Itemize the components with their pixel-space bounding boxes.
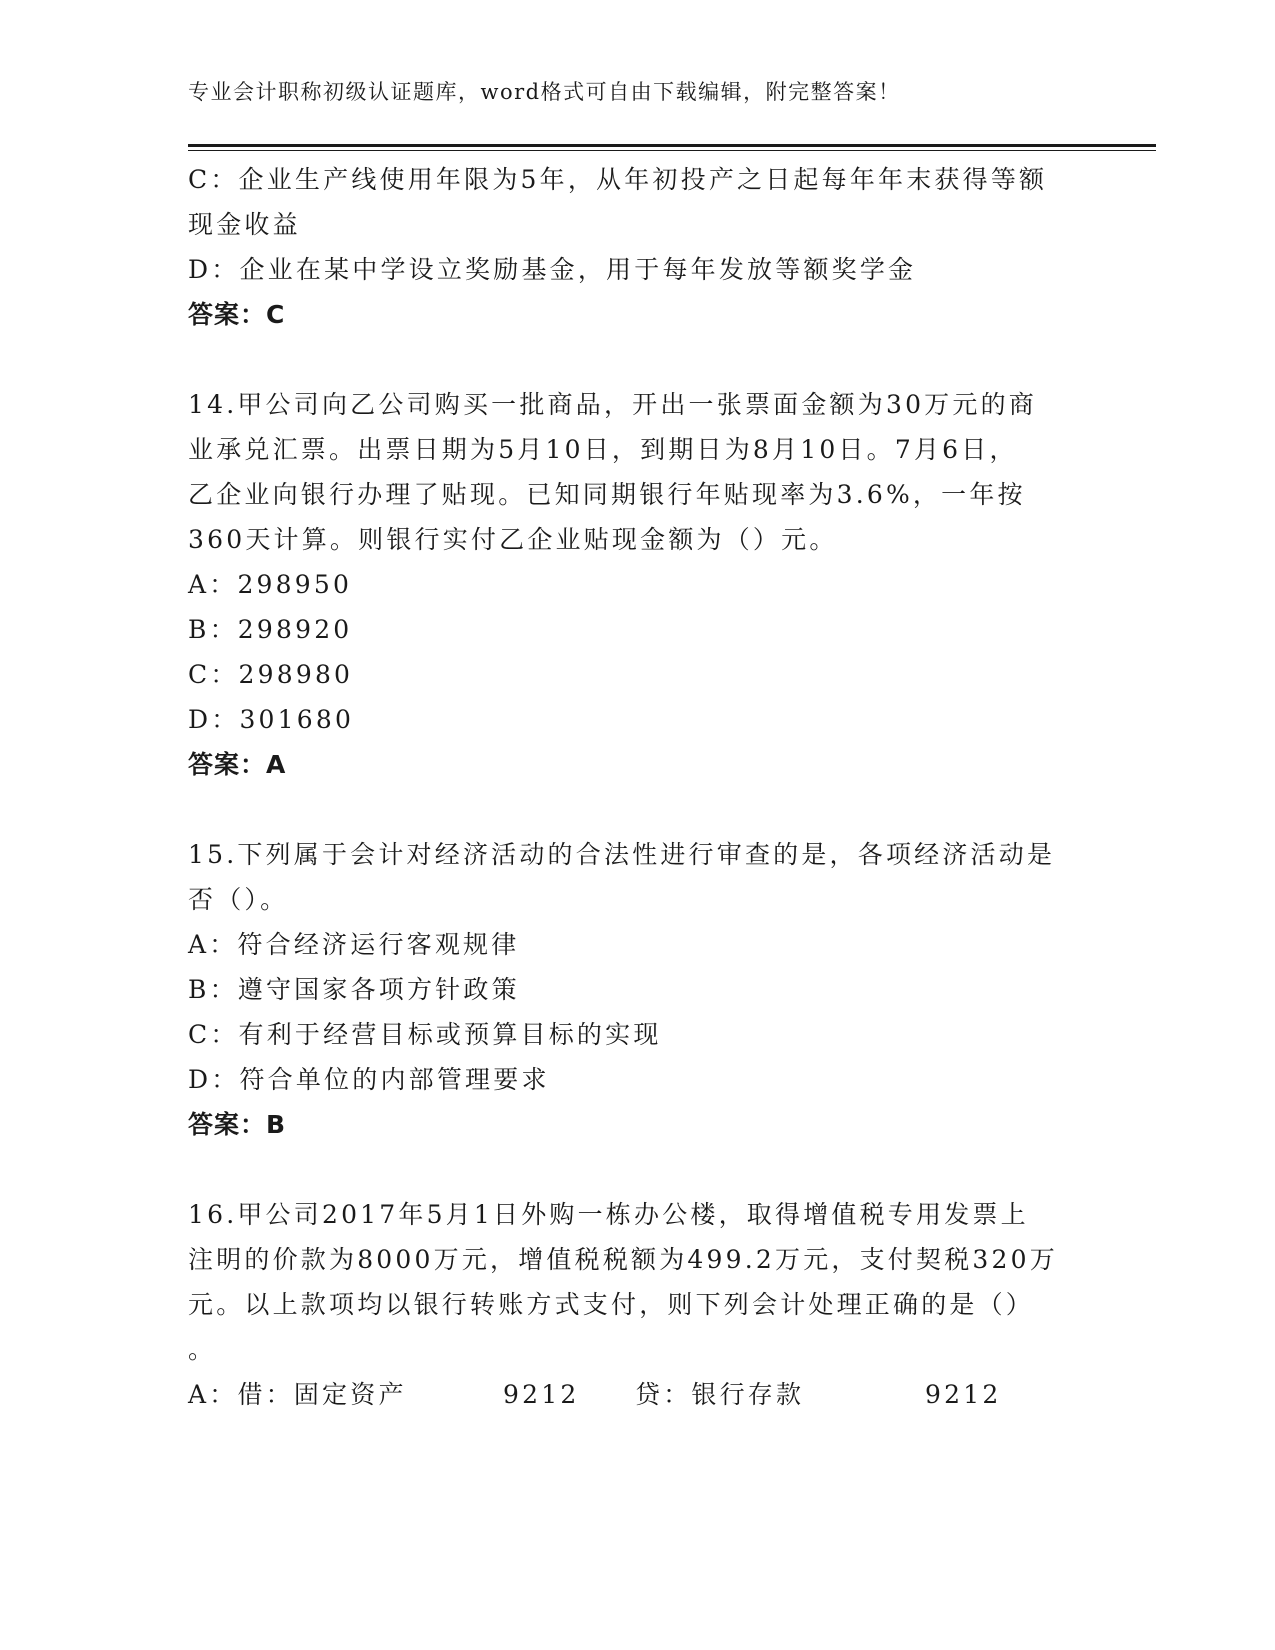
header-divider-thick bbox=[188, 144, 1156, 147]
q14-stem-cont: 乙企业向银行办理了贴现。已知同期银行年贴现率为3.6%，一年按 bbox=[188, 480, 1026, 509]
q16-option-a-debit-amount: 9212 bbox=[503, 1380, 580, 1409]
page-header: 专业会计职称初级认证题库，word格式可自由下载编辑，附完整答案！ bbox=[188, 80, 901, 104]
q15-option-c: C：有利于经营目标或预算目标的实现 bbox=[188, 1020, 662, 1049]
q13-option-c: C：企业生产线使用年限为5年，从年初投产之日起每年年末获得等额 bbox=[188, 165, 1048, 194]
q16-stem-cont: 。 bbox=[188, 1335, 217, 1364]
q14-stem-cont: 360天计算。则银行实付乙企业贴现金额为（）元。 bbox=[188, 525, 838, 554]
q14-stem-cont: 业承兑汇票。出票日期为5月10日，到期日为8月10日。7月6日， bbox=[188, 435, 1018, 464]
q16-stem-cont: 元。以上款项均以银行转账方式支付，则下列会计处理正确的是（） bbox=[188, 1290, 1035, 1319]
q14-option-b: B：298920 bbox=[188, 615, 353, 644]
q16-option-a-debit-label: A：借：固定资产 bbox=[188, 1380, 407, 1409]
q14-stem: 14.甲公司向乙公司购买一批商品，开出一张票面金额为30万元的商 bbox=[188, 390, 1037, 419]
q16-stem-cont: 注明的价款为8000万元，增值税税额为499.2万元，支付契税320万 bbox=[188, 1245, 1058, 1274]
q15-option-a: A：符合经济运行客观规律 bbox=[188, 930, 520, 959]
q16-stem: 16.甲公司2017年5月1日外购一栋办公楼，取得增值税专用发票上 bbox=[188, 1200, 1029, 1229]
q15-stem: 15.下列属于会计对经济活动的合法性进行审查的是，各项经济活动是 bbox=[188, 840, 1056, 869]
question-content bbox=[188, 157, 1088, 1417]
q13-answer: 答案：C bbox=[188, 300, 286, 329]
q16-option-a-credit-amount: 9212 bbox=[925, 1380, 1002, 1409]
q13-option-c-cont: 现金收益 bbox=[188, 210, 301, 239]
q14-option-c: C：298980 bbox=[188, 660, 354, 689]
q14-option-d: D：301680 bbox=[188, 705, 355, 734]
q14-answer: 答案：A bbox=[188, 750, 287, 779]
q15-stem-cont: 否（）。 bbox=[188, 885, 289, 914]
q15-answer: 答案：B bbox=[188, 1110, 287, 1139]
spacer bbox=[188, 1147, 1088, 1192]
spacer bbox=[188, 787, 1088, 832]
spacer bbox=[188, 337, 1088, 382]
q14-option-a: A：298950 bbox=[188, 570, 353, 599]
q16-option-a-credit-label: 贷：银行存款 bbox=[635, 1380, 805, 1409]
q16-option-a bbox=[188, 1372, 1088, 1417]
q15-option-b: B：遵守国家各项方针政策 bbox=[188, 975, 520, 1004]
q15-option-d: D：符合单位的内部管理要求 bbox=[188, 1065, 550, 1094]
q13-option-d: D：企业在某中学设立奖励基金，用于每年发放等额奖学金 bbox=[188, 255, 917, 284]
header-divider-thin bbox=[188, 150, 1156, 151]
